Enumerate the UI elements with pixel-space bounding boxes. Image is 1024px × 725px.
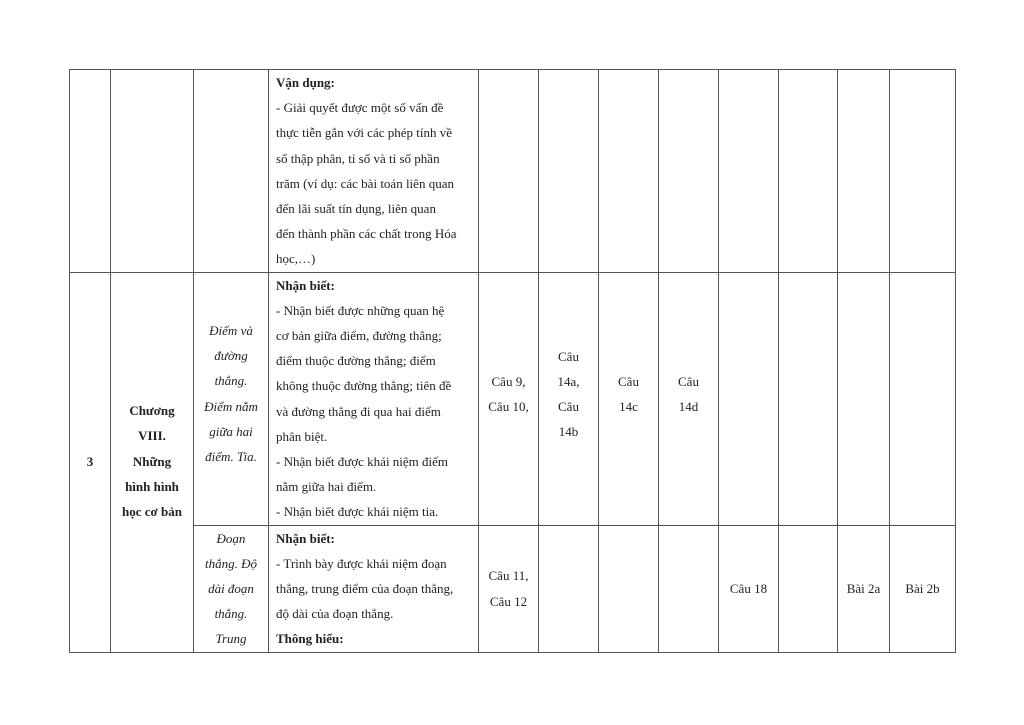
score-cell: Bài 2b [890,525,956,652]
requirement-line: độ dài của đoạn thẳng. [276,606,394,622]
topic-line: thẳng. Độ [205,555,257,571]
score-cell [838,70,890,273]
requirement-line: - Nhận biết được khái niệm điểm [276,454,449,470]
stt-cell: 3 [70,272,111,652]
score-cell [479,70,539,273]
score-cell [479,525,539,652]
requirement-line: không thuộc đường thẳng; tiên đề [276,378,452,394]
topic-line: thẳng. [214,606,248,622]
requirement-line: - Giải quyết được một số vấn đề [276,100,444,116]
table-row [70,272,956,525]
score-cell [890,70,956,273]
level-heading: Nhận biết: [276,277,335,293]
score-cell: Câu 18 [719,525,779,652]
requirement-line: đến lãi suất tín dụng, liên quan [276,201,436,217]
topic-line: đường [214,348,248,364]
score-cell [599,272,659,525]
chapter-line: học cơ bản [122,503,182,519]
topic-line: Trung [215,631,247,647]
chapter-line: VIII. [138,428,166,444]
requirement-cell [269,525,479,652]
requirement-line: trăm (ví dụ: các bài toán liên quan [276,175,454,191]
requirement-line: đến thành phần các chất trong Hóa [276,226,457,242]
topic-line: thẳng. [214,373,248,389]
stt-cell [70,70,111,273]
requirement-line: học,…) [276,251,316,267]
requirement-line: điểm thuộc đường thẳng; điểm [276,353,436,369]
level-heading: Vận dụng: [276,75,335,90]
chapter-cell [111,272,194,652]
score-cell [599,70,659,273]
score-cell [539,70,599,273]
question-ref: 14d [678,399,699,415]
score-cell [779,272,838,525]
score-cell [779,525,838,652]
requirement-line: nằm giữa hai điểm. [276,479,377,495]
requirement-line: phân biệt. [276,428,328,444]
topic-line: Đoạn [216,530,246,546]
requirement-line: thực tiễn gắn với các phép tính về [276,125,453,141]
question-ref: Câu [558,348,579,364]
requirement-line: - Trình bày được khái niệm đoạn [276,555,447,571]
score-cell [719,70,779,273]
matrix-table [69,69,956,653]
chapter-line: Những [132,453,172,469]
table-row [70,70,956,273]
requirement-line: cơ bản giữa điểm, đường thẳng; [276,328,442,344]
requirement-line: số thập phân, tỉ số và tỉ số phần [276,150,440,166]
question-ref: 14a, [557,373,580,389]
topic-cell [194,272,269,525]
question-ref: Câu [558,399,579,415]
topic-cell [194,70,269,273]
level-heading: Nhận biết: [276,530,335,546]
score-cell [838,272,890,525]
score-cell [539,525,599,652]
question-ref: 14c [619,399,638,415]
question-ref: Câu 10, [488,399,529,415]
score-cell [479,272,539,525]
score-cell [539,272,599,525]
chapter-line: Chương [129,403,175,419]
topic-line: điểm. Tia. [205,449,257,465]
topic-line: Điểm nằm [204,398,258,414]
table-row [70,525,956,652]
level-heading: Thông hiểu: [276,631,344,647]
requirement-line: - Nhận biết được khái niệm tia. [276,504,439,520]
question-ref: 14b [558,424,579,440]
requirement-line: - Nhận biết được những quan hệ [276,302,445,318]
question-ref: Câu [618,373,639,389]
requirement-line: và đường thẳng đi qua hai điểm [276,403,441,419]
question-ref: Câu [678,373,699,389]
topic-line: Điểm và [209,323,253,339]
score-cell [779,70,838,273]
score-cell [659,272,719,525]
score-cell [599,525,659,652]
score-cell [719,272,779,525]
requirement-cell [269,272,479,525]
question-ref: Câu 12 [489,593,528,609]
score-cell [659,70,719,273]
requirement-line: thẳng, trung điểm của đoạn thẳng, [276,581,454,597]
question-ref: Câu 11, [488,568,529,584]
requirement-cell [269,70,479,273]
topic-line: dài đoạn [208,581,254,597]
chapter-cell [111,70,194,273]
score-cell: Bài 2a [838,525,890,652]
topic-line: giữa hai [209,423,253,439]
score-cell [659,525,719,652]
topic-cell [194,525,269,652]
chapter-line: hình hình [125,478,179,494]
question-ref: Câu 9, [491,373,526,389]
score-cell [890,272,956,525]
